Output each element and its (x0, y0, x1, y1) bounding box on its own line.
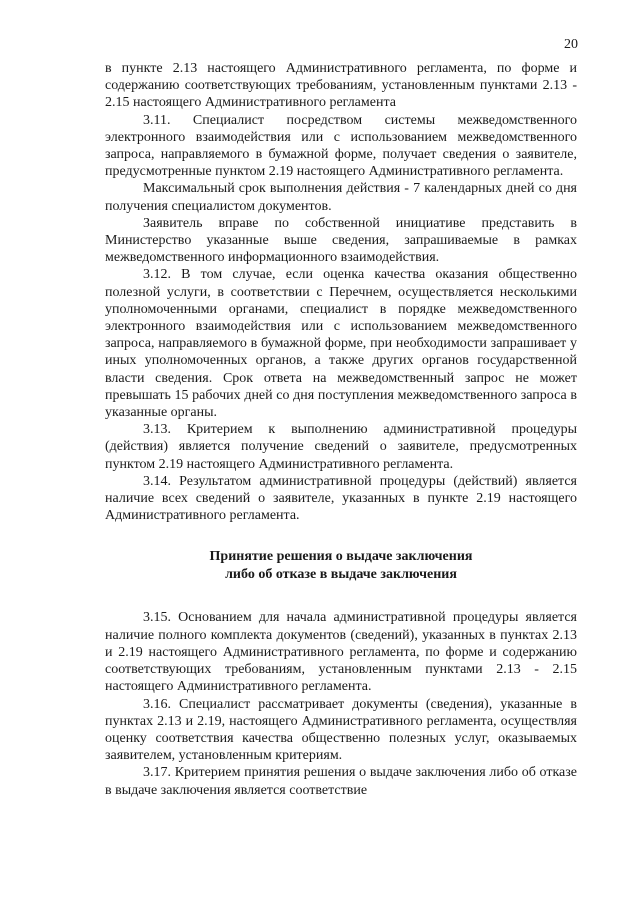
paragraph: 3.14. Результатом административной процедуры (действий) является наличие всех сведений о заявителе, указанных в пункте 2.19 настоящего Административного регламента. (105, 473, 577, 524)
section-heading-line-1: Принятие решения о выдаче заключения (209, 549, 473, 565)
spacer (105, 583, 577, 609)
paragraph: 3.13. Критерием к выполнению административной процедуры (действия) является получение сведений о заявителе, предусмотренных пунктом 2.19 настоящего Административного регламента. (105, 422, 577, 472)
paragraph: 3.15. Основанием для начала административной процедуры является наличие полного комплекта документов (сведений), указанных в пунктах 2.13 и 2.19 настоящего Административного регламента, по форме и содержанию соответствующих требованиям, установленным пунктами 2.13 - 2.15 настоящего Административного регламента. (105, 610, 577, 695)
paragraph: 3.17. Критерием принятия решения о выдаче заключения либо об отказе в выдаче заключения является соответствие (105, 765, 577, 798)
paragraph: в пункте 2.13 настоящего Административного регламента, по форме и содержанию соответствующих требованиям, установленным пунктами 2.13 - 2.15 настоящего Административного регламента (105, 61, 577, 111)
page-number: 20 (564, 37, 578, 52)
section-after-heading (105, 609, 577, 798)
spacer (105, 524, 577, 548)
paragraph: Максимальный срок выполнения действия - 7 календарных дней со дня получения специалистом документов. (105, 181, 577, 214)
document-body (105, 60, 577, 799)
paragraph: Заявитель вправе по собственной инициативе представить в Министерство указанные выше сведения, запрашиваемые в рамках межведомственного информационного взаимодействия. (105, 215, 577, 266)
section-heading-line-2: либо об отказе в выдаче заключения (225, 566, 457, 582)
paragraph: 3.11. Специалист посредством системы межведомственного электронного взаимодействия или с использованием межведомственного запроса, направляемого в бумажной форме, получает сведения о заявителе, предусмотренные пунктом 2.19 настоящего Административного регламента. (105, 112, 577, 180)
section-before-heading (105, 60, 577, 524)
paragraph: 3.12. В том случае, если оценка качества оказания общественно полезной услуги, в соответствии с Перечнем, осуществляется несколькими уполномоченными органами, специалист в порядке межведомственного электронного взаимодействия или с использованием межведомственного запроса, направляемого в бумажной форме, при необходимости запрашивает у иных уполномоченных органов, а также других органов государственной власти сведения. Срок ответа на межведомственный запрос не может превышать 15 рабочих дней со дня поступления межведомственного запроса в указанные органы. (105, 267, 577, 421)
paragraph: 3.16. Специалист рассматривает документы (сведения), указанные в пунктах 2.13 и 2.19, настоящего Административного регламента, осуществляя оценку соответствия качества общественно полезных услуг, оказываемых заявителем, установленным критериям. (105, 696, 577, 764)
